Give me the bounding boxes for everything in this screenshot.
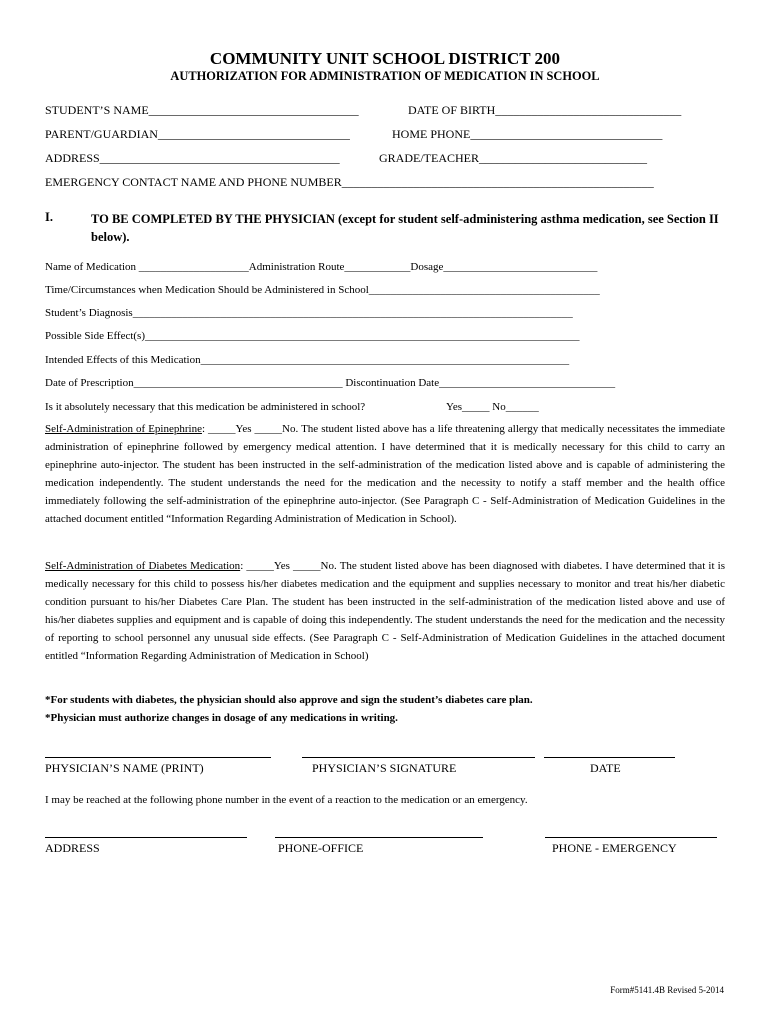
side-effects-field[interactable]: Possible Side Effect(s)_______________________________________________________________________________: [45, 330, 580, 342]
physician-name-line[interactable]: [45, 757, 271, 758]
student-name-field[interactable]: STUDENT’S NAME___________________________________: [45, 103, 359, 117]
necessary-question: Is it absolutely necessary that this medication be administered in school?: [45, 401, 366, 413]
date-of-birth-field[interactable]: DATE OF BIRTH_______________________________: [408, 103, 682, 117]
physician-address-line[interactable]: [45, 837, 247, 838]
phone-emergency-label: PHONE - EMERGENCY: [552, 841, 677, 855]
intended-effects-field[interactable]: Intended Effects of this Medication___________________________________________________________________: [45, 354, 570, 366]
parent-guardian-field[interactable]: PARENT/GUARDIAN________________________________: [45, 127, 350, 141]
medication-route-dosage-field[interactable]: Name of Medication ____________________Administration Route____________Dosage____________________________: [45, 261, 598, 273]
diagnosis-field[interactable]: Student’s Diagnosis________________________________________________________________________________: [45, 307, 573, 319]
form-title: COMMUNITY UNIT SCHOOL DISTRICT 200: [209, 49, 561, 68]
section-title: TO BE COMPLETED BY THE PHYSICIAN (except for student self-administering asthma medication, see Section II below).: [91, 212, 719, 244]
form-revision: Form#5141.4B Revised 5-2014: [610, 985, 724, 995]
date-label: DATE: [590, 761, 621, 775]
emergency-contact-field[interactable]: EMERGENCY CONTACT NAME AND PHONE NUMBER____________________________________________________: [45, 175, 654, 189]
diabetes-text: : _____Yes _____No. The student listed above has been diagnosed with diabetes. I have determined that it is medically necessary for this child to possess his/her diabetes medication and the equipment and supplies necessary to monitor and treat his/her diabetic condition pursuant to his/her Diabetes Care Plan. The student has been instructed in the self-administration of the medication listed above and use of his/her diabetes supplies and equipment and is capable of doing this independently. The student understands the need for the medication and the necessity of reporting to school personnel any unusual side effects. (See Paragraph C - Self-Administration of Medication Guidelines in the attached document entitled “Information Regarding Administration of Medication in School): [45, 560, 725, 662]
form-subtitle: AUTHORIZATION FOR ADMINISTRATION OF MEDICATION IN SCHOOL: [170, 69, 600, 83]
address-field[interactable]: ADDRESS________________________________________: [45, 151, 340, 165]
diabetes-care-plan-note: *For students with diabetes, the physician should also approve and sign the student’s diabetes care plan.: [45, 694, 533, 706]
epinephrine-paragraph: [45, 420, 725, 528]
physician-signature-label: PHYSICIAN’S SIGNATURE: [312, 761, 457, 775]
epinephrine-heading: Self-Administration of Epinephrine: [45, 423, 202, 435]
address-label: ADDRESS: [45, 841, 100, 855]
time-circumstances-field[interactable]: Time/Circumstances when Medication Should be Administered in School__________________________________________: [45, 284, 600, 296]
signature-date-line[interactable]: [544, 757, 675, 758]
physician-name-label: PHYSICIAN’S NAME (PRINT): [45, 761, 204, 775]
diabetes-paragraph: [45, 557, 725, 665]
prescription-dates-field[interactable]: Date of Prescription______________________________________ Discontinuation Date________________________________: [45, 377, 616, 389]
phone-office-label: PHONE-OFFICE: [278, 841, 364, 855]
necessary-yes-no[interactable]: Yes_____ No______: [446, 401, 539, 413]
physician-signature-line[interactable]: [302, 757, 535, 758]
phone-emergency-line[interactable]: [545, 837, 717, 838]
home-phone-field[interactable]: HOME PHONE________________________________: [392, 127, 663, 141]
diabetes-heading: Self-Administration of Diabetes Medication: [45, 560, 241, 572]
phone-office-line[interactable]: [275, 837, 483, 838]
section-number: I.: [45, 210, 53, 224]
reach-statement: I may be reached at the following phone number in the event of a reaction to the medication or an emergency.: [45, 794, 528, 806]
grade-teacher-field[interactable]: GRADE/TEACHER____________________________: [379, 151, 647, 165]
dosage-change-note: *Physician must authorize changes in dosage of any medications in writing.: [45, 712, 398, 724]
epinephrine-text: : _____Yes _____No. The student listed above has a life threatening allergy that medically necessitates the immediate administration of epinephrine followed by emergency medical attention. I have determined that it is medically necessary for this child to carry an epinephrine auto-injector. The student has been instructed in the self-administration of the medication listed above and is capable of administering the medication independently. The student understands the need for the medication and the necessity to notify a staff member and the health office immediately following the self-administration of the epinephrine auto-injector. (See Paragraph C - Self-Administration of Medication Guidelines in the attached document entitled “Information Regarding Administration of Medication in School).: [45, 423, 725, 525]
